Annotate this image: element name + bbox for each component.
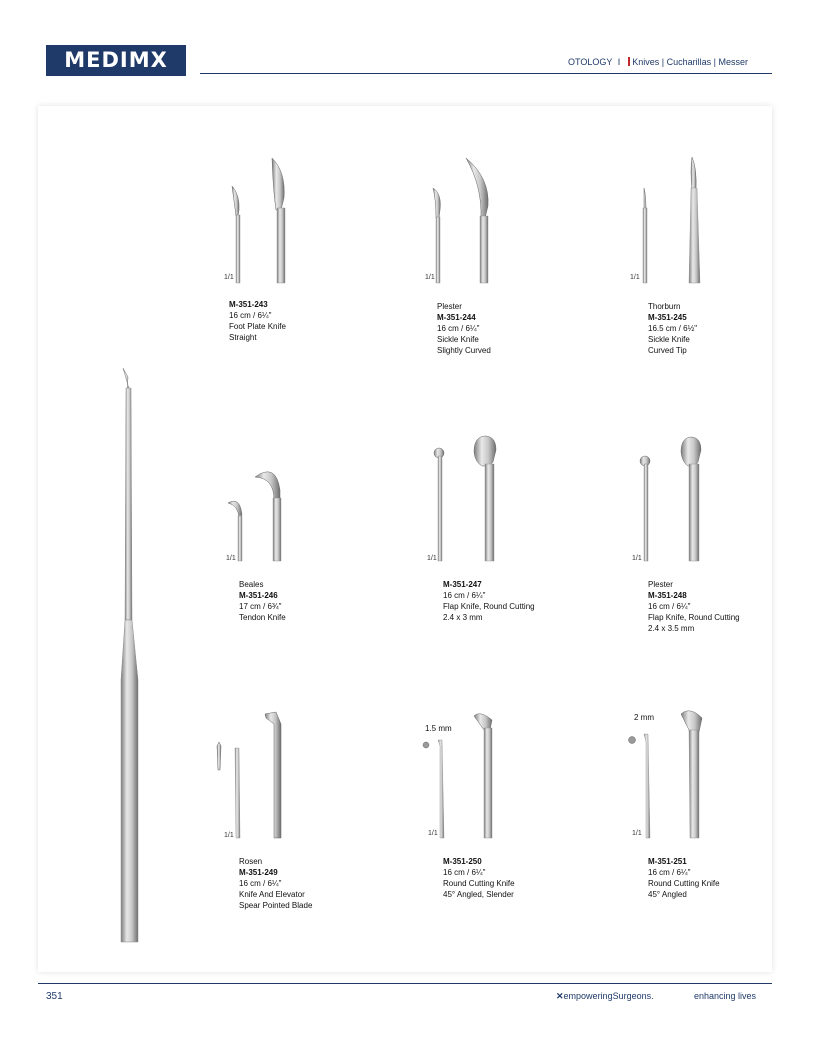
product-code: M-351-249 (239, 868, 278, 877)
product-description: Slightly Curved (437, 346, 491, 355)
product-caption-250 (443, 856, 515, 900)
product-name: Rosen (239, 857, 263, 866)
instrument-m-351-248 (640, 437, 701, 561)
product-caption-249 (239, 856, 312, 911)
product-description: 2.4 x 3.5 mm (648, 624, 695, 633)
product-description: Spear Pointed Blade (239, 901, 313, 910)
product-name: Thorburn (648, 302, 681, 311)
product-description: Round Cutting Knife (443, 879, 515, 888)
product-description: Flap Knife, Round Cutting (443, 602, 535, 611)
breadcrumb-category: OTOLOGY (568, 57, 613, 67)
product-size: 16 cm / 6¼" (437, 324, 480, 333)
scale-label-243: 1/1 (224, 274, 234, 281)
instrument-m-351-246 (228, 472, 281, 561)
product-name: Plester (437, 302, 462, 311)
tip-size-251: 2 mm (634, 713, 654, 722)
product-code: M-351-246 (239, 591, 278, 600)
product-size: 16 cm / 6¼" (648, 868, 691, 877)
product-name: Plester (648, 580, 673, 589)
product-caption-247 (443, 579, 535, 623)
scale-label-249: 1/1 (224, 832, 234, 839)
tip-size-250: 1.5 mm (425, 724, 452, 733)
footer-rule (38, 983, 772, 984)
scale-label-244: 1/1 (425, 274, 435, 281)
breadcrumb-separator: I (617, 57, 621, 67)
product-description: Flap Knife, Round Cutting (648, 613, 740, 622)
product-code: M-351-250 (443, 857, 482, 866)
product-description: 2.4 x 3 mm (443, 613, 483, 622)
product-size: 16 cm / 6¼" (239, 879, 282, 888)
product-size: 16 cm / 6¼" (229, 311, 272, 320)
product-name: Beales (239, 580, 264, 589)
instrument-m-351-247 (434, 436, 496, 561)
product-description: Curved Tip (648, 346, 687, 355)
product-size: 16 cm / 6¼" (648, 602, 691, 611)
product-description: 45° Angled (648, 890, 687, 899)
scale-label-250: 1/1 (428, 830, 438, 837)
product-description: Sickle Knife (648, 335, 690, 344)
scale-label-246: 1/1 (226, 555, 236, 562)
product-size: 17 cm / 6¾" (239, 602, 282, 611)
product-description: Straight (229, 333, 257, 342)
product-code: M-351-247 (443, 580, 482, 589)
footer-brand (556, 991, 654, 1002)
product-description: Round Cutting Knife (648, 879, 720, 888)
product-description: Tendon Knife (239, 613, 286, 622)
scale-label-248: 1/1 (632, 555, 642, 562)
product-caption-246 (239, 579, 286, 623)
product-code: M-351-244 (437, 313, 476, 322)
product-code: M-351-251 (648, 857, 687, 866)
product-size: 16.5 cm / 6½" (648, 324, 698, 333)
product-size: 16 cm / 6¼" (443, 868, 486, 877)
scale-label-245: 1/1 (630, 274, 640, 281)
instrument-m-351-244 (433, 158, 488, 283)
product-description: Knife And Elevator (239, 890, 305, 899)
instrument-m-351-245 (643, 157, 700, 283)
product-caption-244 (437, 301, 491, 356)
medimex-logo: MEDIMX (46, 45, 186, 76)
product-size: 16 cm / 6¼" (443, 591, 486, 600)
page-number: 351 (46, 991, 63, 1002)
scale-label-251: 1/1 (632, 830, 642, 837)
product-code: M-351-245 (648, 313, 687, 322)
brand-mark-icon: ✕ (556, 991, 564, 1001)
instrument-m-351-251 (629, 711, 703, 838)
product-caption-245 (648, 301, 697, 356)
scale-label-247: 1/1 (427, 555, 437, 562)
instrument-m-351-243 (232, 158, 285, 283)
footer-tagline: enhancing lives (694, 991, 757, 1001)
footer-brand-text: empoweringSurgeons. (563, 991, 654, 1001)
product-code: M-351-243 (229, 300, 268, 309)
product-caption-251 (648, 856, 720, 900)
product-caption-248 (648, 579, 740, 634)
product-caption-243 (229, 299, 286, 343)
product-code: M-351-248 (648, 591, 687, 600)
instrument-m-351-249 (217, 712, 281, 838)
product-description: Sickle Knife (437, 335, 479, 344)
breadcrumb-items: Knives | Cucharillas | Messer (632, 57, 748, 67)
full-length-instrument (121, 368, 138, 942)
product-description: Foot Plate Knife (229, 322, 286, 331)
product-description: 45° Angled, Slender (443, 890, 514, 899)
